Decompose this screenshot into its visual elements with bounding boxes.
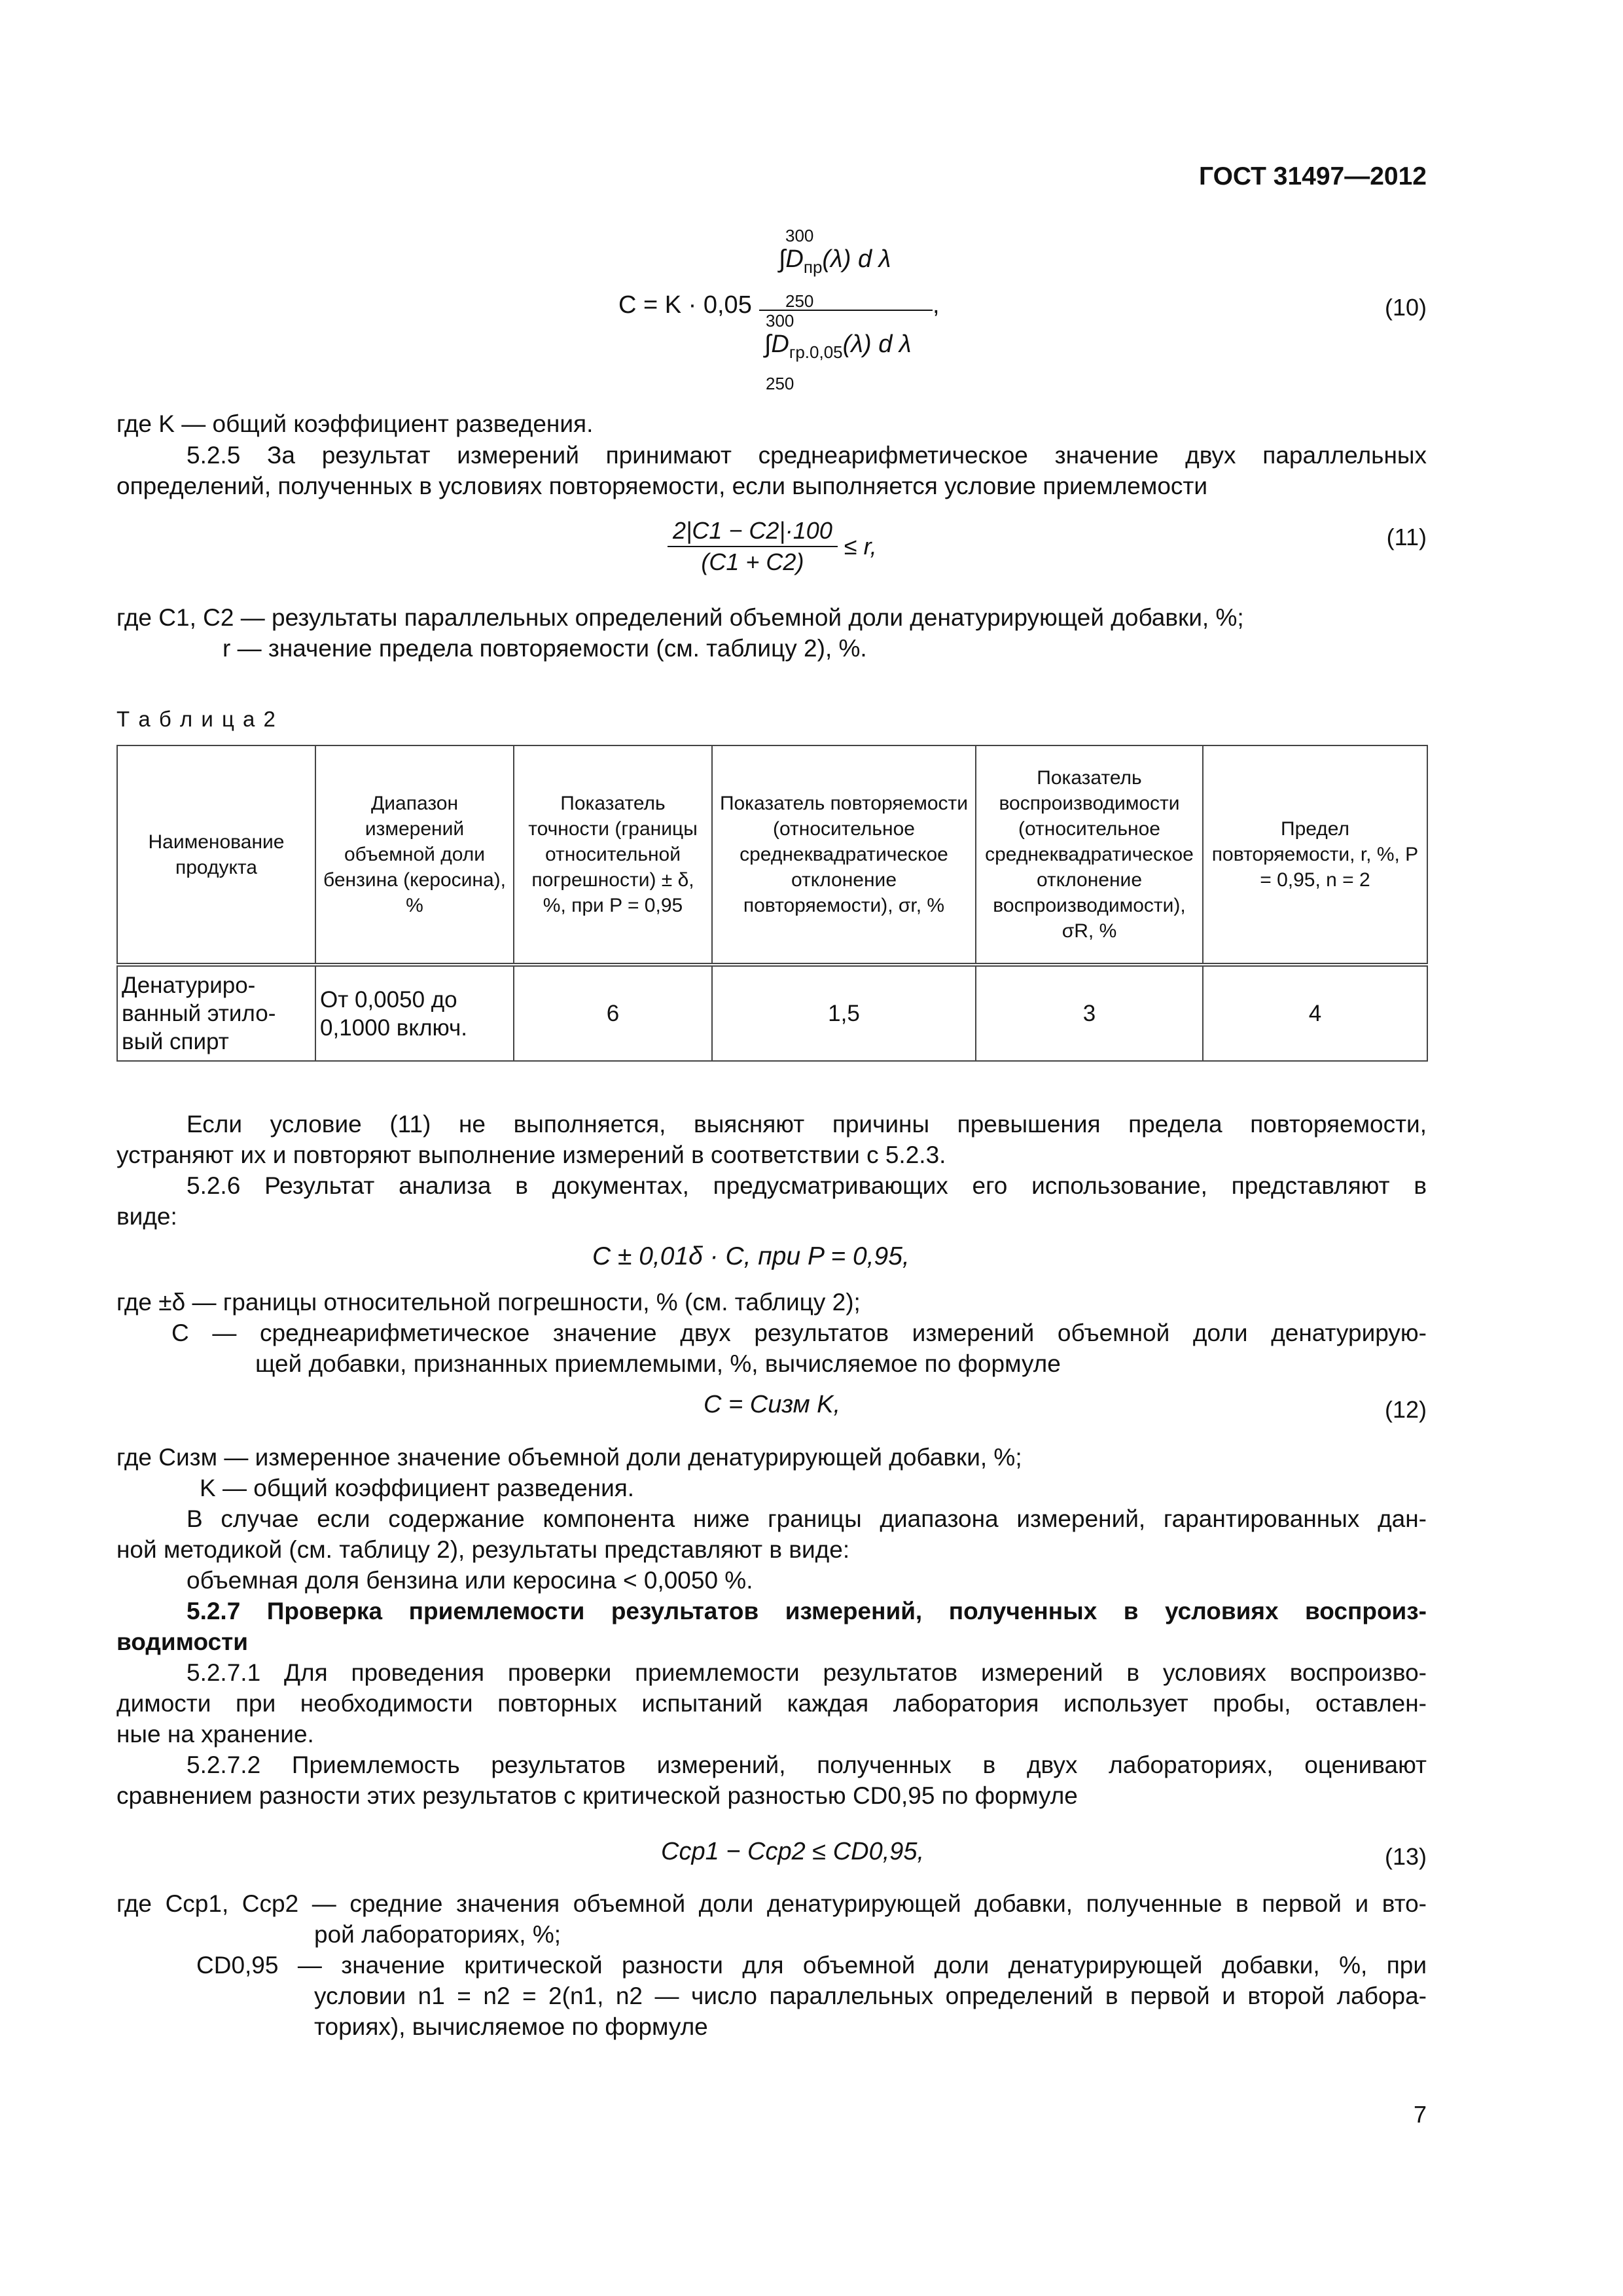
table-2 <box>116 745 1428 1062</box>
heading-5-2-7-line2: водимости <box>116 1628 249 1655</box>
para-5-2-7-1-line1: 5.2.7.1 Для проведения проверки приемлемости результатов измерений в условиях воспроизво- <box>187 1659 1427 1686</box>
table-header-range: Диапазон измерений объемной доли бензина (керосина), % <box>315 745 514 965</box>
eq10-num-sub: пр <box>803 257 823 277</box>
eq10-denominator <box>764 331 912 362</box>
table-cell-reproducibility: 3 <box>976 965 1203 1061</box>
para-5-2-7-2-line1: 5.2.7.2 Приемлемость результатов измерений, полученных в двух лабораториях, оценивают <box>187 1751 1427 1778</box>
eq13-number: (13) <box>1384 1843 1427 1870</box>
eq10-comma: , <box>933 291 940 319</box>
k-definition: где K — общий коэффициент разведения. <box>116 410 594 437</box>
defs13-line5: ториях), вычисляемое по формуле <box>314 2013 708 2040</box>
para-5-2-7-1-line3: ные на хранение. <box>116 1721 314 1748</box>
eq10-den-body: ∫D <box>764 331 789 358</box>
para-5-2-6-line2: виде: <box>116 1203 177 1230</box>
eq11-numerator: 2|C1 − C2|·100 <box>668 517 838 547</box>
table-header-limit: Предел повторяемости, r, %, P = 0,95, n = 2 <box>1203 745 1427 965</box>
heading-5-2-7-line1: 5.2.7 Проверка приемлемости результатов измерений, полученных в условиях воспроиз- <box>187 1598 1427 1624</box>
equation-11 <box>668 517 877 576</box>
eq10-num-body: ∫D <box>779 245 804 273</box>
table-cell-range: От 0,0050 до 0,1000 включ. <box>315 965 514 1061</box>
defs13-line2: рой лабораториях, %; <box>314 1921 562 1948</box>
table2-caption: Т а б л и ц а 2 <box>116 707 277 731</box>
defs13-line4: условии n1 = n2 = 2(n1, n2 — число параллельных определений в первой и второй лабора- <box>314 1982 1427 2009</box>
eq11-number: (11) <box>1386 524 1427 550</box>
eq11-fraction <box>668 517 838 576</box>
para-case-line1: В случае если содержание компонента ниже границы диапазона измерений, гарантированных дан- <box>187 1505 1427 1532</box>
eq10-lhs: C = K · 0,05 <box>618 291 752 319</box>
para-5-2-7-1-line2: димости при необходимости повторных испытаний каждая лаборатория использует пробы, оставлен- <box>116 1690 1427 1717</box>
equation-10 <box>0 226 1623 396</box>
defs12-line1: где Cизм — измеренное значение объемной доли денатурирующей добавки, %; <box>116 1444 1022 1471</box>
para-5-2-5-line2: определений, полученных в условиях повторяемости, если выполняется условие приемлемости <box>116 473 1208 499</box>
defs11-line1: где C1, C2 — результаты параллельных определений объемной доли денатурирующей добавки, %; <box>116 604 1244 631</box>
equation-12: C = Cизм K, <box>704 1391 841 1418</box>
eq10-lower2: 250 <box>766 374 794 393</box>
document-id: ГОСТ 31497—2012 <box>1199 162 1427 190</box>
result-equation: C ± 0,01δ · C, при P = 0,95, <box>592 1242 910 1270</box>
defs-result-line1: где ±δ — границы относительной погрешности, % (см. таблицу 2); <box>116 1289 861 1316</box>
para-5-2-7-2-line2: сравнением разности этих результатов с критической разностью CD0,95 по формуле <box>116 1782 1078 1809</box>
table-cell-repeatability: 1,5 <box>712 965 976 1061</box>
para-case-line3: объемная доля бензина или керосина < 0,0050 %. <box>187 1567 753 1594</box>
table-cell-product: Денатуриро-ванный этило-вый спирт <box>117 965 315 1061</box>
page-number: 7 <box>1413 2101 1427 2128</box>
table-cell-accuracy: 6 <box>514 965 712 1061</box>
para-case-line2: ной методикой (см. таблицу 2), результаты представляют в виде: <box>116 1536 850 1563</box>
eq10-upper2: 300 <box>766 311 794 331</box>
eq10-number: (10) <box>1384 294 1427 321</box>
defs11-line2: r — значение предела повторяемости (см. таблицу 2), %. <box>223 635 867 662</box>
para-if-not-line1: Если условие (11) не выполняется, выясняют причины превышения предела повторяемости, <box>187 1111 1427 1138</box>
defs-result-line3: щей добавки, признанных приемлемыми, %, вычисляемое по формуле <box>255 1350 1061 1377</box>
table-cell-limit: 4 <box>1203 965 1427 1061</box>
defs13-line1: где Cср1, Cср2 — средние значения объемной доли денатурирующей добавки, полученные в первой и вто- <box>116 1890 1427 1917</box>
eq10-lower1: 250 <box>785 291 814 311</box>
table-header-product: Наименование продукта <box>117 745 315 965</box>
eq10-den-tail: (λ) d λ <box>842 331 912 358</box>
defs12-line2: K — общий коэффициент разведения. <box>200 1475 635 1501</box>
eq10-upper1: 300 <box>785 226 814 245</box>
defs-result-line2: C — среднеарифметическое значение двух результатов измерений объемной доли денатурирую- <box>171 1319 1427 1346</box>
eq11-rhs: ≤ r, <box>844 533 877 560</box>
defs13-line3: CD0,95 — значение критической разности для объемной доли денатурирующей добавки, %, при <box>196 1952 1427 1979</box>
para-5-2-6-line1: 5.2.6 Результат анализа в документах, предусматривающих его использование, представляют в <box>187 1172 1427 1199</box>
table-header-accuracy: Показатель точности (границы относительной погрешности) ± δ, %, при P = 0,95 <box>514 745 712 965</box>
eq12-number: (12) <box>1384 1396 1427 1423</box>
eq11-denominator: (C1 + C2) <box>701 548 804 575</box>
table-header-reproducibility: Показатель воспроизводимости (относительное среднеквадратическое отклонение воспроизводимости), σR, % <box>976 745 1203 965</box>
table-row <box>117 965 1427 1061</box>
para-if-not-line2: устраняют их и повторяют выполнение измерений в соответствии с 5.2.3. <box>116 1141 946 1168</box>
eq10-numerator <box>779 245 891 277</box>
para-5-2-5-line1: 5.2.5 За результат измерений принимают среднеарифметическое значение двух параллельных <box>187 442 1427 469</box>
equation-13: Cср1 − Cср2 ≤ CD0,95, <box>661 1838 925 1865</box>
eq10-num-tail: (λ) d λ <box>822 245 891 273</box>
eq10-den-sub: гр.0,05 <box>789 342 843 362</box>
table-header-repeatability: Показатель повторяемости (относительное среднеквадратическое отклонение повторяемости), σr, % <box>712 745 976 965</box>
